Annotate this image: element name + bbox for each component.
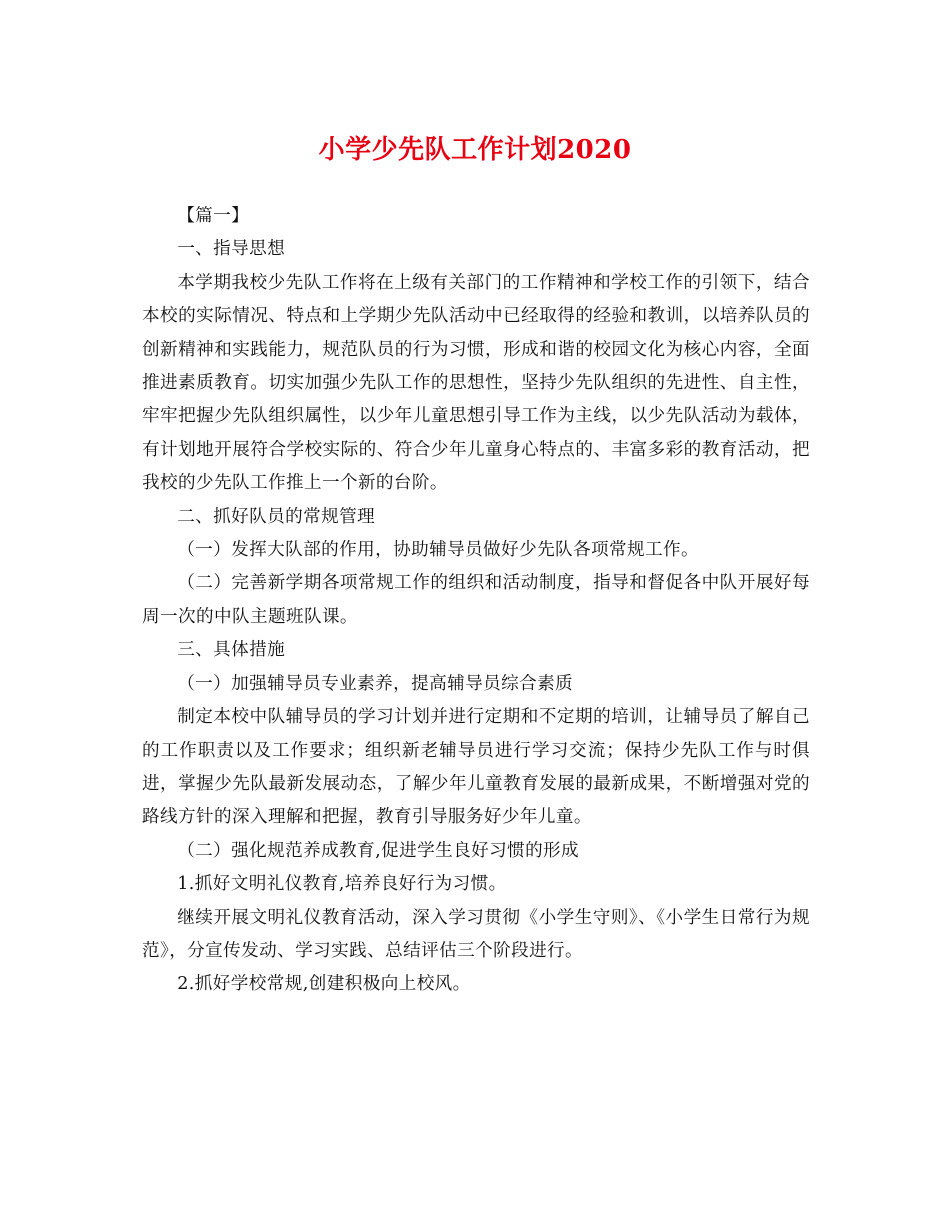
subitem-school-routine: 2.抓好学校常规,创建积极向上校风。	[177, 974, 471, 995]
paragraph-measure-1: 制定本校中队辅导员的学习计划并进行定期和不定期的培训，让辅导员了解自己的工作职责以及工作要求；组织新老辅导员进行学习交流；保持少先队工作与时俱进，掌握少先队最新发展动态，了解少年儿童教育发展的最新成果，不断增强对党的路线方针的深入理解和把握，教育引导服务好少年儿童。	[142, 707, 810, 828]
heading-guiding-ideology: 一、指导思想	[177, 239, 286, 260]
item-measure-2: （二）强化规范养成教育,促进学生良好习惯的形成	[177, 840, 580, 861]
item-measure-1: （一）加强辅导员专业素养，提高辅导员综合素质	[177, 673, 574, 694]
document-title: 小学少先队工作计划2020	[318, 135, 632, 165]
subitem-etiquette: 1.抓好文明礼仪教育,培养良好行为习惯。	[177, 874, 507, 895]
heading-specific-measures: 三、具体措施	[177, 640, 286, 661]
document-body	[142, 200, 810, 1002]
item-routine-2: （二）完善新学期各项常规工作的组织和活动制度，指导和督促各中队开展好每周一次的中队主题班队课。	[142, 573, 810, 627]
paragraph-guiding-ideology: 本学期我校少先队工作将在上级有关部门的工作精神和学校工作的引领下，结合本校的实际情况、特点和上学期少先队活动中已经取得的经验和教训，以培养队员的创新精神和实践能力，规范队员的行为习惯，形成和谐的校园文化为核心内容，全面推进素质教育。切实加强少先队工作的思想性，坚持少先队组织的先进性、自主性，牢牢把握少先队组织属性，以少年儿童思想引导工作为主线，以少先队活动为载体，有计划地开展符合学校实际的、符合少年儿童身心特点的、丰富多彩的教育活动，把我校的少先队工作推上一个新的台阶。	[142, 272, 810, 494]
item-routine-1: （一）发挥大队部的作用，协助辅导员做好少先队各项常规工作。	[177, 540, 700, 561]
heading-routine-management: 二、抓好队员的常规管理	[177, 506, 376, 527]
section-marker: 【篇一】	[177, 206, 250, 226]
paragraph-etiquette: 继续开展文明礼仪教育活动，深入学习贯彻《小学生守则》、《小学生日常行为规范》，分宣传发动、学习实践、总结评估三个阶段进行。	[142, 907, 810, 961]
